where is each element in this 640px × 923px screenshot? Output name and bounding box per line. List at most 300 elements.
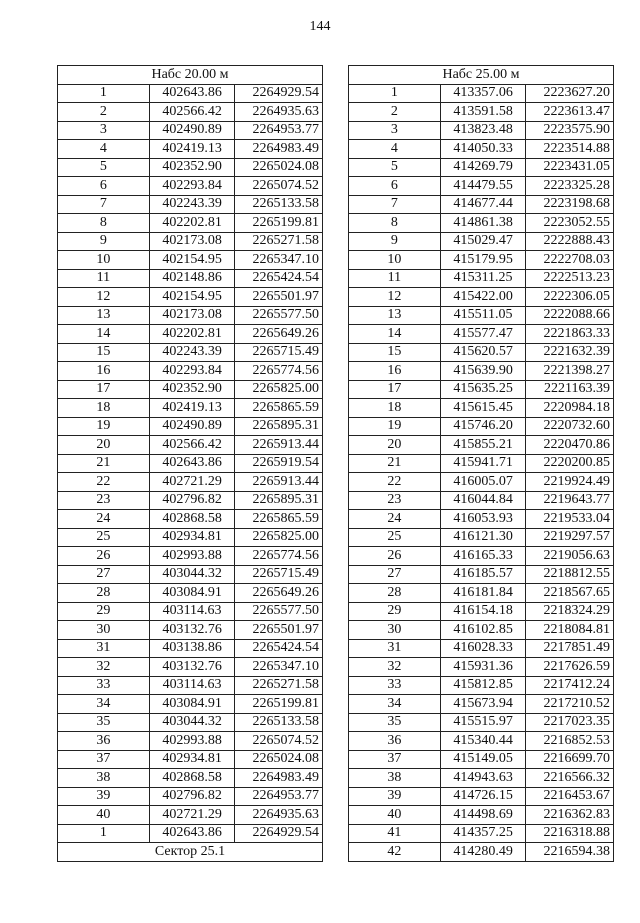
- coordinate-x: 413591.58: [440, 103, 526, 122]
- coordinate-y: 2265424.54: [235, 269, 323, 288]
- coordinate-y: 2265347.10: [235, 251, 323, 270]
- coordinate-y: 2265649.26: [235, 584, 323, 603]
- coordinate-y: 2220470.86: [526, 436, 614, 455]
- point-number: 14: [58, 325, 150, 344]
- table-row: [58, 528, 323, 547]
- table-body: [349, 84, 614, 861]
- coordinate-y: 2216699.70: [526, 750, 614, 769]
- coordinate-y: 2265865.59: [235, 399, 323, 418]
- coordinate-x: 402721.29: [149, 473, 235, 492]
- coordinate-y: 2265825.00: [235, 528, 323, 547]
- table-row: [58, 750, 323, 769]
- coordinate-y: 2265271.58: [235, 232, 323, 251]
- coordinate-y: 2219924.49: [526, 473, 614, 492]
- point-number: 40: [349, 806, 441, 825]
- coordinate-y: 2264983.49: [235, 140, 323, 159]
- coordinate-x: 415511.05: [440, 306, 526, 325]
- point-number: 8: [58, 214, 150, 233]
- coordinate-x: 416121.30: [440, 528, 526, 547]
- coordinate-y: 2265895.31: [235, 417, 323, 436]
- table-row: [349, 343, 614, 362]
- point-number: 16: [58, 362, 150, 381]
- coordinate-x: 402243.39: [149, 195, 235, 214]
- table-row: [349, 232, 614, 251]
- coordinate-x: 402490.89: [149, 121, 235, 140]
- point-number: 8: [349, 214, 441, 233]
- coordinate-y: 2265074.52: [235, 732, 323, 751]
- table-row: [58, 288, 323, 307]
- table-row: [58, 621, 323, 640]
- table-row: [349, 750, 614, 769]
- point-number: 26: [58, 547, 150, 566]
- point-number: 28: [58, 584, 150, 603]
- coordinate-x: 402490.89: [149, 417, 235, 436]
- point-number: 39: [58, 787, 150, 806]
- coordinate-x: 416181.84: [440, 584, 526, 603]
- table-row: [58, 251, 323, 270]
- table-row: [349, 269, 614, 288]
- coordinate-y: 2265024.08: [235, 750, 323, 769]
- coordinate-x: 402566.42: [149, 103, 235, 122]
- coordinate-x: 413823.48: [440, 121, 526, 140]
- coordinate-y: 2265577.50: [235, 306, 323, 325]
- coordinate-x: 415179.95: [440, 251, 526, 270]
- table-row: [58, 343, 323, 362]
- point-number: 2: [349, 103, 441, 122]
- coordinate-x: 416028.33: [440, 639, 526, 658]
- coordinate-y: 2265424.54: [235, 639, 323, 658]
- coordinate-x: 402202.81: [149, 325, 235, 344]
- coordinate-y: 2265271.58: [235, 676, 323, 695]
- point-number: 14: [349, 325, 441, 344]
- coordinate-x: 416154.18: [440, 602, 526, 621]
- coordinate-x: 414050.33: [440, 140, 526, 159]
- coordinate-y: 2265501.97: [235, 288, 323, 307]
- coordinate-x: 402993.88: [149, 547, 235, 566]
- table-row: [349, 454, 614, 473]
- table-row: [58, 510, 323, 529]
- coordinate-x: 415620.57: [440, 343, 526, 362]
- table-row: [58, 491, 323, 510]
- coordinate-y: 2219297.57: [526, 528, 614, 547]
- point-number: 41: [349, 824, 441, 843]
- coordinates-table-left: [57, 65, 323, 862]
- point-number: 27: [349, 565, 441, 584]
- coordinate-y: 2264983.49: [235, 769, 323, 788]
- coordinate-y: 2265577.50: [235, 602, 323, 621]
- coordinate-y: 2265715.49: [235, 565, 323, 584]
- coordinate-y: 2216566.32: [526, 769, 614, 788]
- coordinate-x: 416044.84: [440, 491, 526, 510]
- coordinate-y: 2264929.54: [235, 824, 323, 843]
- coordinate-x: 402243.39: [149, 343, 235, 362]
- point-number: 9: [349, 232, 441, 251]
- coordinate-y: 2264953.77: [235, 121, 323, 140]
- point-number: 7: [58, 195, 150, 214]
- table-row: [349, 436, 614, 455]
- table-footer: Сектор 25.1: [58, 843, 323, 862]
- coordinate-y: 2223052.55: [526, 214, 614, 233]
- coordinate-x: 402154.95: [149, 288, 235, 307]
- point-number: 29: [349, 602, 441, 621]
- point-number: 24: [58, 510, 150, 529]
- table-header-row: [349, 66, 614, 85]
- coordinate-y: 2265024.08: [235, 158, 323, 177]
- point-number: 31: [58, 639, 150, 658]
- point-number: 12: [349, 288, 441, 307]
- coordinate-x: 403114.63: [149, 676, 235, 695]
- table-row: [58, 824, 323, 843]
- table-row: [58, 732, 323, 751]
- coordinate-y: 2221163.39: [526, 380, 614, 399]
- table-row: [349, 602, 614, 621]
- point-number: 17: [58, 380, 150, 399]
- table-footer-row: [58, 843, 323, 862]
- coordinate-y: 2219056.63: [526, 547, 614, 566]
- coordinate-x: 402202.81: [149, 214, 235, 233]
- coordinate-x: 402934.81: [149, 750, 235, 769]
- table-row: [349, 380, 614, 399]
- point-number: 23: [58, 491, 150, 510]
- table-row: [349, 177, 614, 196]
- coordinate-x: 402293.84: [149, 177, 235, 196]
- table-row: [58, 121, 323, 140]
- point-number: 38: [58, 769, 150, 788]
- table-row: [349, 732, 614, 751]
- page-number: 144: [309, 19, 331, 34]
- table-row: [58, 584, 323, 603]
- coordinate-y: 2220732.60: [526, 417, 614, 436]
- table-row: [58, 306, 323, 325]
- table-row: [58, 769, 323, 788]
- point-number: 40: [58, 806, 150, 825]
- point-number: 37: [58, 750, 150, 769]
- point-number: 31: [349, 639, 441, 658]
- table-row: [58, 806, 323, 825]
- table-row: [349, 639, 614, 658]
- point-number: 4: [349, 140, 441, 159]
- coordinate-x: 415746.20: [440, 417, 526, 436]
- table-row: [349, 806, 614, 825]
- table-row: [58, 177, 323, 196]
- table-row: [349, 676, 614, 695]
- table-row: [58, 362, 323, 381]
- point-number: 4: [58, 140, 150, 159]
- coordinate-x: 416005.07: [440, 473, 526, 492]
- point-number: 38: [349, 769, 441, 788]
- coordinate-y: 2217023.35: [526, 713, 614, 732]
- table-row: [58, 232, 323, 251]
- coordinate-x: 402293.84: [149, 362, 235, 381]
- coordinate-x: 402796.82: [149, 491, 235, 510]
- table-row: [349, 787, 614, 806]
- coordinate-y: 2264935.63: [235, 103, 323, 122]
- point-number: 36: [349, 732, 441, 751]
- coordinate-y: 2223613.47: [526, 103, 614, 122]
- table-row: [58, 658, 323, 677]
- point-number: 20: [58, 436, 150, 455]
- coordinate-x: 414498.69: [440, 806, 526, 825]
- table-row: [58, 103, 323, 122]
- table-title: Набс 20.00 м: [58, 66, 323, 85]
- coordinate-x: 402148.86: [149, 269, 235, 288]
- coordinate-x: 415311.25: [440, 269, 526, 288]
- coordinate-x: 414280.49: [440, 843, 526, 862]
- table-row: [349, 251, 614, 270]
- point-number: 9: [58, 232, 150, 251]
- table-row: [58, 602, 323, 621]
- table-row: [349, 306, 614, 325]
- coordinate-x: 403084.91: [149, 695, 235, 714]
- coordinate-y: 2265074.52: [235, 177, 323, 196]
- coordinate-y: 2218812.55: [526, 565, 614, 584]
- coordinate-y: 2265774.56: [235, 362, 323, 381]
- coordinate-x: 415673.94: [440, 695, 526, 714]
- coordinate-y: 2223325.28: [526, 177, 614, 196]
- point-number: 2: [58, 103, 150, 122]
- point-number: 27: [58, 565, 150, 584]
- table-row: [349, 658, 614, 677]
- point-number: 19: [349, 417, 441, 436]
- coordinate-x: 402352.90: [149, 158, 235, 177]
- point-number: 29: [58, 602, 150, 621]
- point-number: 35: [349, 713, 441, 732]
- coordinate-y: 2265347.10: [235, 658, 323, 677]
- point-number: 37: [349, 750, 441, 769]
- coordinate-x: 414479.55: [440, 177, 526, 196]
- coordinate-x: 416185.57: [440, 565, 526, 584]
- table-row: [58, 473, 323, 492]
- point-number: 3: [58, 121, 150, 140]
- table-row: [58, 325, 323, 344]
- coordinate-y: 2264935.63: [235, 806, 323, 825]
- table-row: [349, 417, 614, 436]
- coordinate-y: 2221398.27: [526, 362, 614, 381]
- coordinate-y: 2217626.59: [526, 658, 614, 677]
- point-number: 11: [58, 269, 150, 288]
- table-row: [349, 325, 614, 344]
- table-row: [58, 787, 323, 806]
- table-row: [58, 639, 323, 658]
- point-number: 5: [349, 158, 441, 177]
- coordinate-y: 2217412.24: [526, 676, 614, 695]
- coordinate-y: 2217210.52: [526, 695, 614, 714]
- point-number: 18: [349, 399, 441, 418]
- coordinate-y: 2265895.31: [235, 491, 323, 510]
- coordinate-x: 403084.91: [149, 584, 235, 603]
- coordinate-y: 2222513.23: [526, 269, 614, 288]
- coordinate-x: 403138.86: [149, 639, 235, 658]
- coordinate-y: 2223627.20: [526, 84, 614, 103]
- coordinate-y: 2220200.85: [526, 454, 614, 473]
- point-number: 34: [58, 695, 150, 714]
- point-number: 28: [349, 584, 441, 603]
- table-row: [349, 713, 614, 732]
- point-number: 30: [58, 621, 150, 640]
- point-number: 10: [58, 251, 150, 270]
- table-row: [58, 547, 323, 566]
- point-number: 26: [349, 547, 441, 566]
- table-row: [58, 454, 323, 473]
- table-row: [349, 140, 614, 159]
- coordinate-y: 2220984.18: [526, 399, 614, 418]
- point-number: 15: [349, 343, 441, 362]
- coordinates-table-right: [348, 65, 614, 862]
- coordinate-y: 2222088.66: [526, 306, 614, 325]
- table-row: [58, 158, 323, 177]
- point-number: 13: [58, 306, 150, 325]
- coordinate-y: 2264953.77: [235, 787, 323, 806]
- table-row: [349, 288, 614, 307]
- coordinate-y: 2265913.44: [235, 436, 323, 455]
- coordinate-x: 415812.85: [440, 676, 526, 695]
- point-number: 15: [58, 343, 150, 362]
- coordinate-x: 415149.05: [440, 750, 526, 769]
- coordinate-x: 402154.95: [149, 251, 235, 270]
- coordinate-x: 415855.21: [440, 436, 526, 455]
- point-number: 30: [349, 621, 441, 640]
- coordinate-x: 416102.85: [440, 621, 526, 640]
- point-number: 25: [349, 528, 441, 547]
- point-number: 7: [349, 195, 441, 214]
- point-number: 10: [349, 251, 441, 270]
- table-row: [349, 843, 614, 862]
- table-row: [349, 195, 614, 214]
- coordinate-y: 2216594.38: [526, 843, 614, 862]
- coordinate-x: 414726.15: [440, 787, 526, 806]
- coordinate-x: 402643.86: [149, 454, 235, 473]
- table-row: [58, 195, 323, 214]
- table-row: [349, 528, 614, 547]
- coordinate-y: 2223575.90: [526, 121, 614, 140]
- table-row: [349, 621, 614, 640]
- coordinate-y: 2264929.54: [235, 84, 323, 103]
- coordinate-x: 415577.47: [440, 325, 526, 344]
- coordinate-x: 415515.97: [440, 713, 526, 732]
- coordinate-x: 413357.06: [440, 84, 526, 103]
- coordinate-x: 403132.76: [149, 658, 235, 677]
- coordinate-y: 2265133.58: [235, 195, 323, 214]
- point-number: 19: [58, 417, 150, 436]
- coordinate-x: 415941.71: [440, 454, 526, 473]
- point-number: 33: [349, 676, 441, 695]
- point-number: 21: [58, 454, 150, 473]
- coordinate-y: 2218324.29: [526, 602, 614, 621]
- table-row: [349, 547, 614, 566]
- coordinate-y: 2265133.58: [235, 713, 323, 732]
- table-row: [349, 362, 614, 381]
- point-number: 1: [58, 824, 150, 843]
- coordinate-y: 2222888.43: [526, 232, 614, 251]
- table-row: [349, 824, 614, 843]
- coordinate-y: 2265649.26: [235, 325, 323, 344]
- table-row: [58, 417, 323, 436]
- coordinate-x: 402643.86: [149, 84, 235, 103]
- coordinate-x: 402173.08: [149, 232, 235, 251]
- coordinate-x: 402419.13: [149, 399, 235, 418]
- coordinate-x: 402721.29: [149, 806, 235, 825]
- coordinate-y: 2222708.03: [526, 251, 614, 270]
- point-number: 6: [58, 177, 150, 196]
- coordinate-y: 2265865.59: [235, 510, 323, 529]
- table-row: [58, 676, 323, 695]
- table-row: [349, 584, 614, 603]
- table-row: [58, 84, 323, 103]
- coordinate-x: 414357.25: [440, 824, 526, 843]
- coordinate-y: 2218084.81: [526, 621, 614, 640]
- coordinate-x: 416165.33: [440, 547, 526, 566]
- point-number: 34: [349, 695, 441, 714]
- table-row: [58, 565, 323, 584]
- point-number: 6: [349, 177, 441, 196]
- table-row: [58, 713, 323, 732]
- table-row: [58, 399, 323, 418]
- table-row: [349, 84, 614, 103]
- coordinate-x: 402993.88: [149, 732, 235, 751]
- table-row: [349, 565, 614, 584]
- point-number: 21: [349, 454, 441, 473]
- coordinate-y: 2216852.53: [526, 732, 614, 751]
- coordinate-x: 414861.38: [440, 214, 526, 233]
- point-number: 39: [349, 787, 441, 806]
- point-number: 5: [58, 158, 150, 177]
- coordinate-y: 2223431.05: [526, 158, 614, 177]
- point-number: 18: [58, 399, 150, 418]
- coordinate-x: 403044.32: [149, 713, 235, 732]
- coordinate-x: 403114.63: [149, 602, 235, 621]
- coordinate-y: 2223514.88: [526, 140, 614, 159]
- point-number: 32: [58, 658, 150, 677]
- table-row: [349, 214, 614, 233]
- coordinate-x: 402419.13: [149, 140, 235, 159]
- point-number: 33: [58, 676, 150, 695]
- table-body: [58, 84, 323, 843]
- table-row: [349, 399, 614, 418]
- coordinate-y: 2265715.49: [235, 343, 323, 362]
- table-row: [349, 473, 614, 492]
- coordinate-x: 402868.58: [149, 510, 235, 529]
- coordinate-x: 403132.76: [149, 621, 235, 640]
- coordinate-y: 2218567.65: [526, 584, 614, 603]
- coordinate-x: 414943.63: [440, 769, 526, 788]
- coordinate-x: 415422.00: [440, 288, 526, 307]
- coordinate-y: 2219643.77: [526, 491, 614, 510]
- point-number: 16: [349, 362, 441, 381]
- table-row: [58, 269, 323, 288]
- coordinate-y: 2216362.83: [526, 806, 614, 825]
- coordinate-x: 415340.44: [440, 732, 526, 751]
- point-number: 17: [349, 380, 441, 399]
- coordinate-y: 2221632.39: [526, 343, 614, 362]
- table-title: Набс 25.00 м: [349, 66, 614, 85]
- point-number: 1: [349, 84, 441, 103]
- point-number: 1: [58, 84, 150, 103]
- point-number: 13: [349, 306, 441, 325]
- coordinate-y: 2223198.68: [526, 195, 614, 214]
- coordinate-x: 414269.79: [440, 158, 526, 177]
- coordinate-y: 2216318.88: [526, 824, 614, 843]
- point-number: 35: [58, 713, 150, 732]
- coordinate-y: 2222306.05: [526, 288, 614, 307]
- coordinate-y: 2265774.56: [235, 547, 323, 566]
- point-number: 25: [58, 528, 150, 547]
- table-row: [58, 436, 323, 455]
- coordinate-y: 2265199.81: [235, 695, 323, 714]
- coordinate-x: 415931.36: [440, 658, 526, 677]
- table-row: [349, 491, 614, 510]
- coordinate-y: 2221863.33: [526, 325, 614, 344]
- table-row: [349, 769, 614, 788]
